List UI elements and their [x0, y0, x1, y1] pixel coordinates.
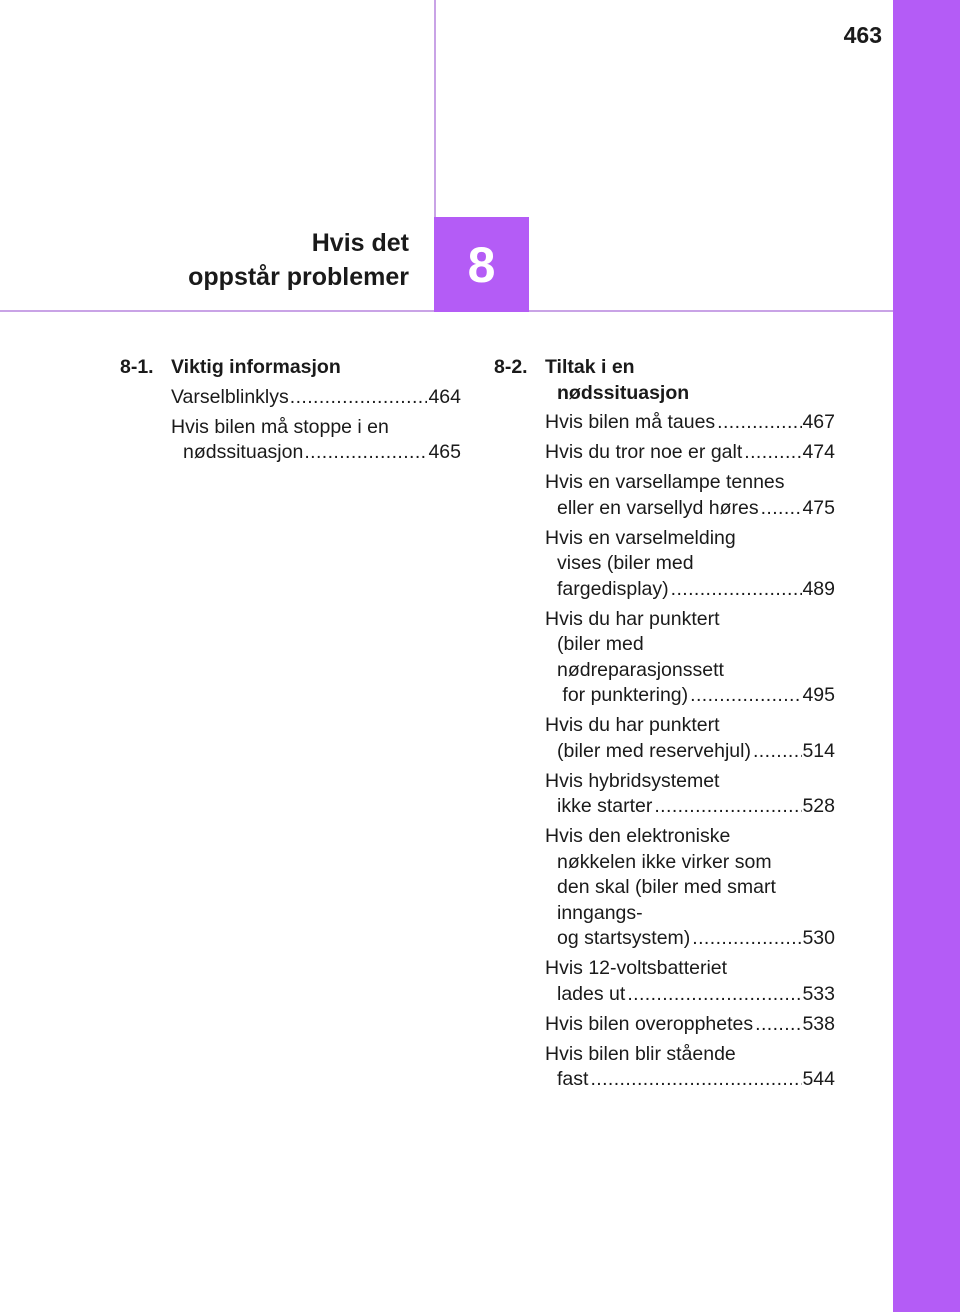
toc-page-number: 474 — [802, 441, 835, 463]
toc-entry-text: Hvis du tror noe er galt — [545, 441, 743, 463]
toc-section-8-1 — [120, 355, 461, 470]
toc-entry-line — [545, 470, 835, 496]
toc-entry-text: Hvis bilen må taues — [545, 411, 716, 433]
toc-entry-text: ikke starter — [557, 795, 653, 817]
toc-entry-line — [545, 440, 835, 466]
toc-entry[interactable] — [171, 415, 461, 466]
toc-page-number: 467 — [802, 411, 835, 433]
dot-leader — [690, 683, 802, 709]
dot-leader — [753, 739, 802, 765]
toc-entry-list — [171, 385, 461, 466]
dot-leader — [717, 410, 802, 436]
toc-entry-line — [545, 794, 835, 820]
chapter-title — [188, 226, 409, 294]
toc-entry-line — [545, 496, 835, 522]
section-number: 8-1. — [120, 356, 154, 378]
toc-entry-text: Hvis bilen blir stående — [545, 1042, 736, 1065]
toc-entry-text: Hvis en varselmelding — [545, 526, 736, 549]
chapter-title-line: oppstår problemer — [188, 263, 409, 291]
toc-section-8-2 — [494, 355, 835, 1097]
section-title — [171, 355, 461, 381]
toc-entry[interactable] — [545, 824, 835, 952]
toc-entry-line — [545, 926, 835, 952]
toc-entry-text: Hvis 12-voltsbatteriet — [545, 957, 728, 979]
toc-entry-line — [545, 632, 835, 658]
toc-page-number: 530 — [802, 927, 835, 949]
toc-entry-text: vises (biler med — [557, 552, 694, 574]
toc-entry-line — [545, 607, 835, 633]
toc-entry[interactable] — [171, 385, 461, 411]
toc-entry-text: (biler med reservehjul) — [557, 739, 751, 762]
toc-entry-text: Hvis bilen overopphetes — [545, 1012, 754, 1035]
toc-entry-line — [545, 739, 835, 765]
toc-page-number: 538 — [802, 1012, 835, 1035]
section-heading — [120, 355, 461, 381]
toc-entry-text: den skal (biler med smart — [557, 876, 776, 898]
toc-entry-text: for punktering) — [557, 684, 689, 706]
toc-entry-line — [545, 875, 835, 901]
page-number: 463 — [843, 22, 882, 48]
dot-leader — [744, 440, 802, 466]
toc-entry-text: nødssituasjon — [183, 441, 304, 463]
dot-leader — [671, 577, 803, 603]
toc-page-number: 464 — [428, 385, 461, 408]
dot-leader — [755, 1012, 802, 1038]
toc-entry-line — [545, 1067, 835, 1093]
toc-entry-line — [545, 410, 835, 436]
toc-entry-text: Hvis bilen må stoppe i en — [171, 415, 389, 438]
toc-entry-text: Varselblinklys — [171, 385, 289, 408]
toc-entry[interactable] — [545, 713, 835, 764]
dot-leader — [290, 385, 428, 411]
toc-entry-text: fargedisplay) — [557, 577, 669, 600]
section-heading — [494, 355, 835, 406]
toc-entry-line — [545, 901, 835, 927]
toc-entry-line — [545, 683, 835, 709]
toc-entry[interactable] — [545, 1042, 835, 1093]
toc-entry-text: Hvis du har punktert — [545, 607, 720, 630]
toc-entry-text: inngangs- — [557, 901, 643, 924]
dot-leader — [692, 926, 802, 952]
toc-entry-line — [545, 551, 835, 577]
toc-entry-text: lades ut — [557, 982, 626, 1005]
dot-leader — [590, 1067, 802, 1093]
section-title-line: Tiltak i en — [545, 356, 635, 378]
dot-leader — [761, 496, 803, 522]
toc-entry-line — [171, 440, 461, 466]
toc-entry[interactable] — [545, 526, 835, 603]
toc-entry-line — [545, 1042, 835, 1068]
toc-entry-text: og startsystem) — [557, 927, 691, 949]
dot-leader — [654, 794, 802, 820]
toc-entry[interactable] — [545, 410, 835, 436]
toc-entry[interactable] — [545, 470, 835, 521]
toc-entry[interactable] — [545, 440, 835, 466]
section-number: 8-2. — [494, 356, 528, 378]
vertical-rule — [434, 0, 436, 217]
toc-entry-line — [545, 1012, 835, 1038]
toc-entry-line — [545, 769, 835, 795]
toc-entry-line — [545, 824, 835, 850]
toc-entry[interactable] — [545, 769, 835, 820]
toc-page-number: 514 — [802, 739, 835, 762]
toc-entry-text: nøkkelen ikke virker som — [557, 850, 772, 873]
chapter-number-box: 8 — [434, 217, 529, 312]
section-title-line: Viktig informasjon — [171, 356, 341, 378]
toc-entry-text: Hvis du har punktert — [545, 714, 720, 736]
toc-page-number: 495 — [802, 684, 835, 706]
toc-entry-line — [545, 713, 835, 739]
toc-entry-line — [545, 982, 835, 1008]
toc-entry-text: Hvis den elektroniske — [545, 825, 731, 847]
toc-entry-line — [171, 415, 461, 441]
toc-entry-text: (biler med — [557, 633, 644, 655]
toc-page-number: 533 — [802, 982, 835, 1005]
toc-entry[interactable] — [545, 1012, 835, 1038]
toc-entry-text: fast — [557, 1068, 589, 1090]
toc-entry-text: Hvis hybridsystemet — [545, 769, 720, 792]
toc-entry-line — [171, 385, 461, 411]
toc-entry-line — [545, 658, 835, 684]
toc-entry[interactable] — [545, 607, 835, 709]
toc-entry-text: Hvis en varsellampe tennes — [545, 471, 785, 493]
toc-entry-line — [545, 577, 835, 603]
toc-page-number: 475 — [802, 496, 835, 519]
section-title-line: nødssituasjon — [557, 381, 690, 404]
toc-entry-list — [545, 410, 835, 1093]
toc-entry[interactable] — [545, 956, 835, 1007]
section-title — [545, 355, 835, 406]
side-chapter-tab — [893, 0, 960, 1312]
toc-entry-line — [545, 850, 835, 876]
toc-page-number: 528 — [802, 795, 835, 817]
toc-page-number: 544 — [802, 1068, 835, 1090]
toc-page-number: 489 — [802, 577, 835, 600]
toc-entry-line — [545, 526, 835, 552]
toc-entry-text: eller en varsellyd høres — [557, 496, 759, 519]
toc-page-number: 465 — [428, 441, 461, 463]
dot-leader — [304, 440, 427, 466]
toc-entry-line — [545, 956, 835, 982]
dot-leader — [627, 982, 802, 1008]
toc-entry-text: nødreparasjonssett — [557, 658, 724, 681]
chapter-title-line: Hvis det — [311, 229, 409, 257]
